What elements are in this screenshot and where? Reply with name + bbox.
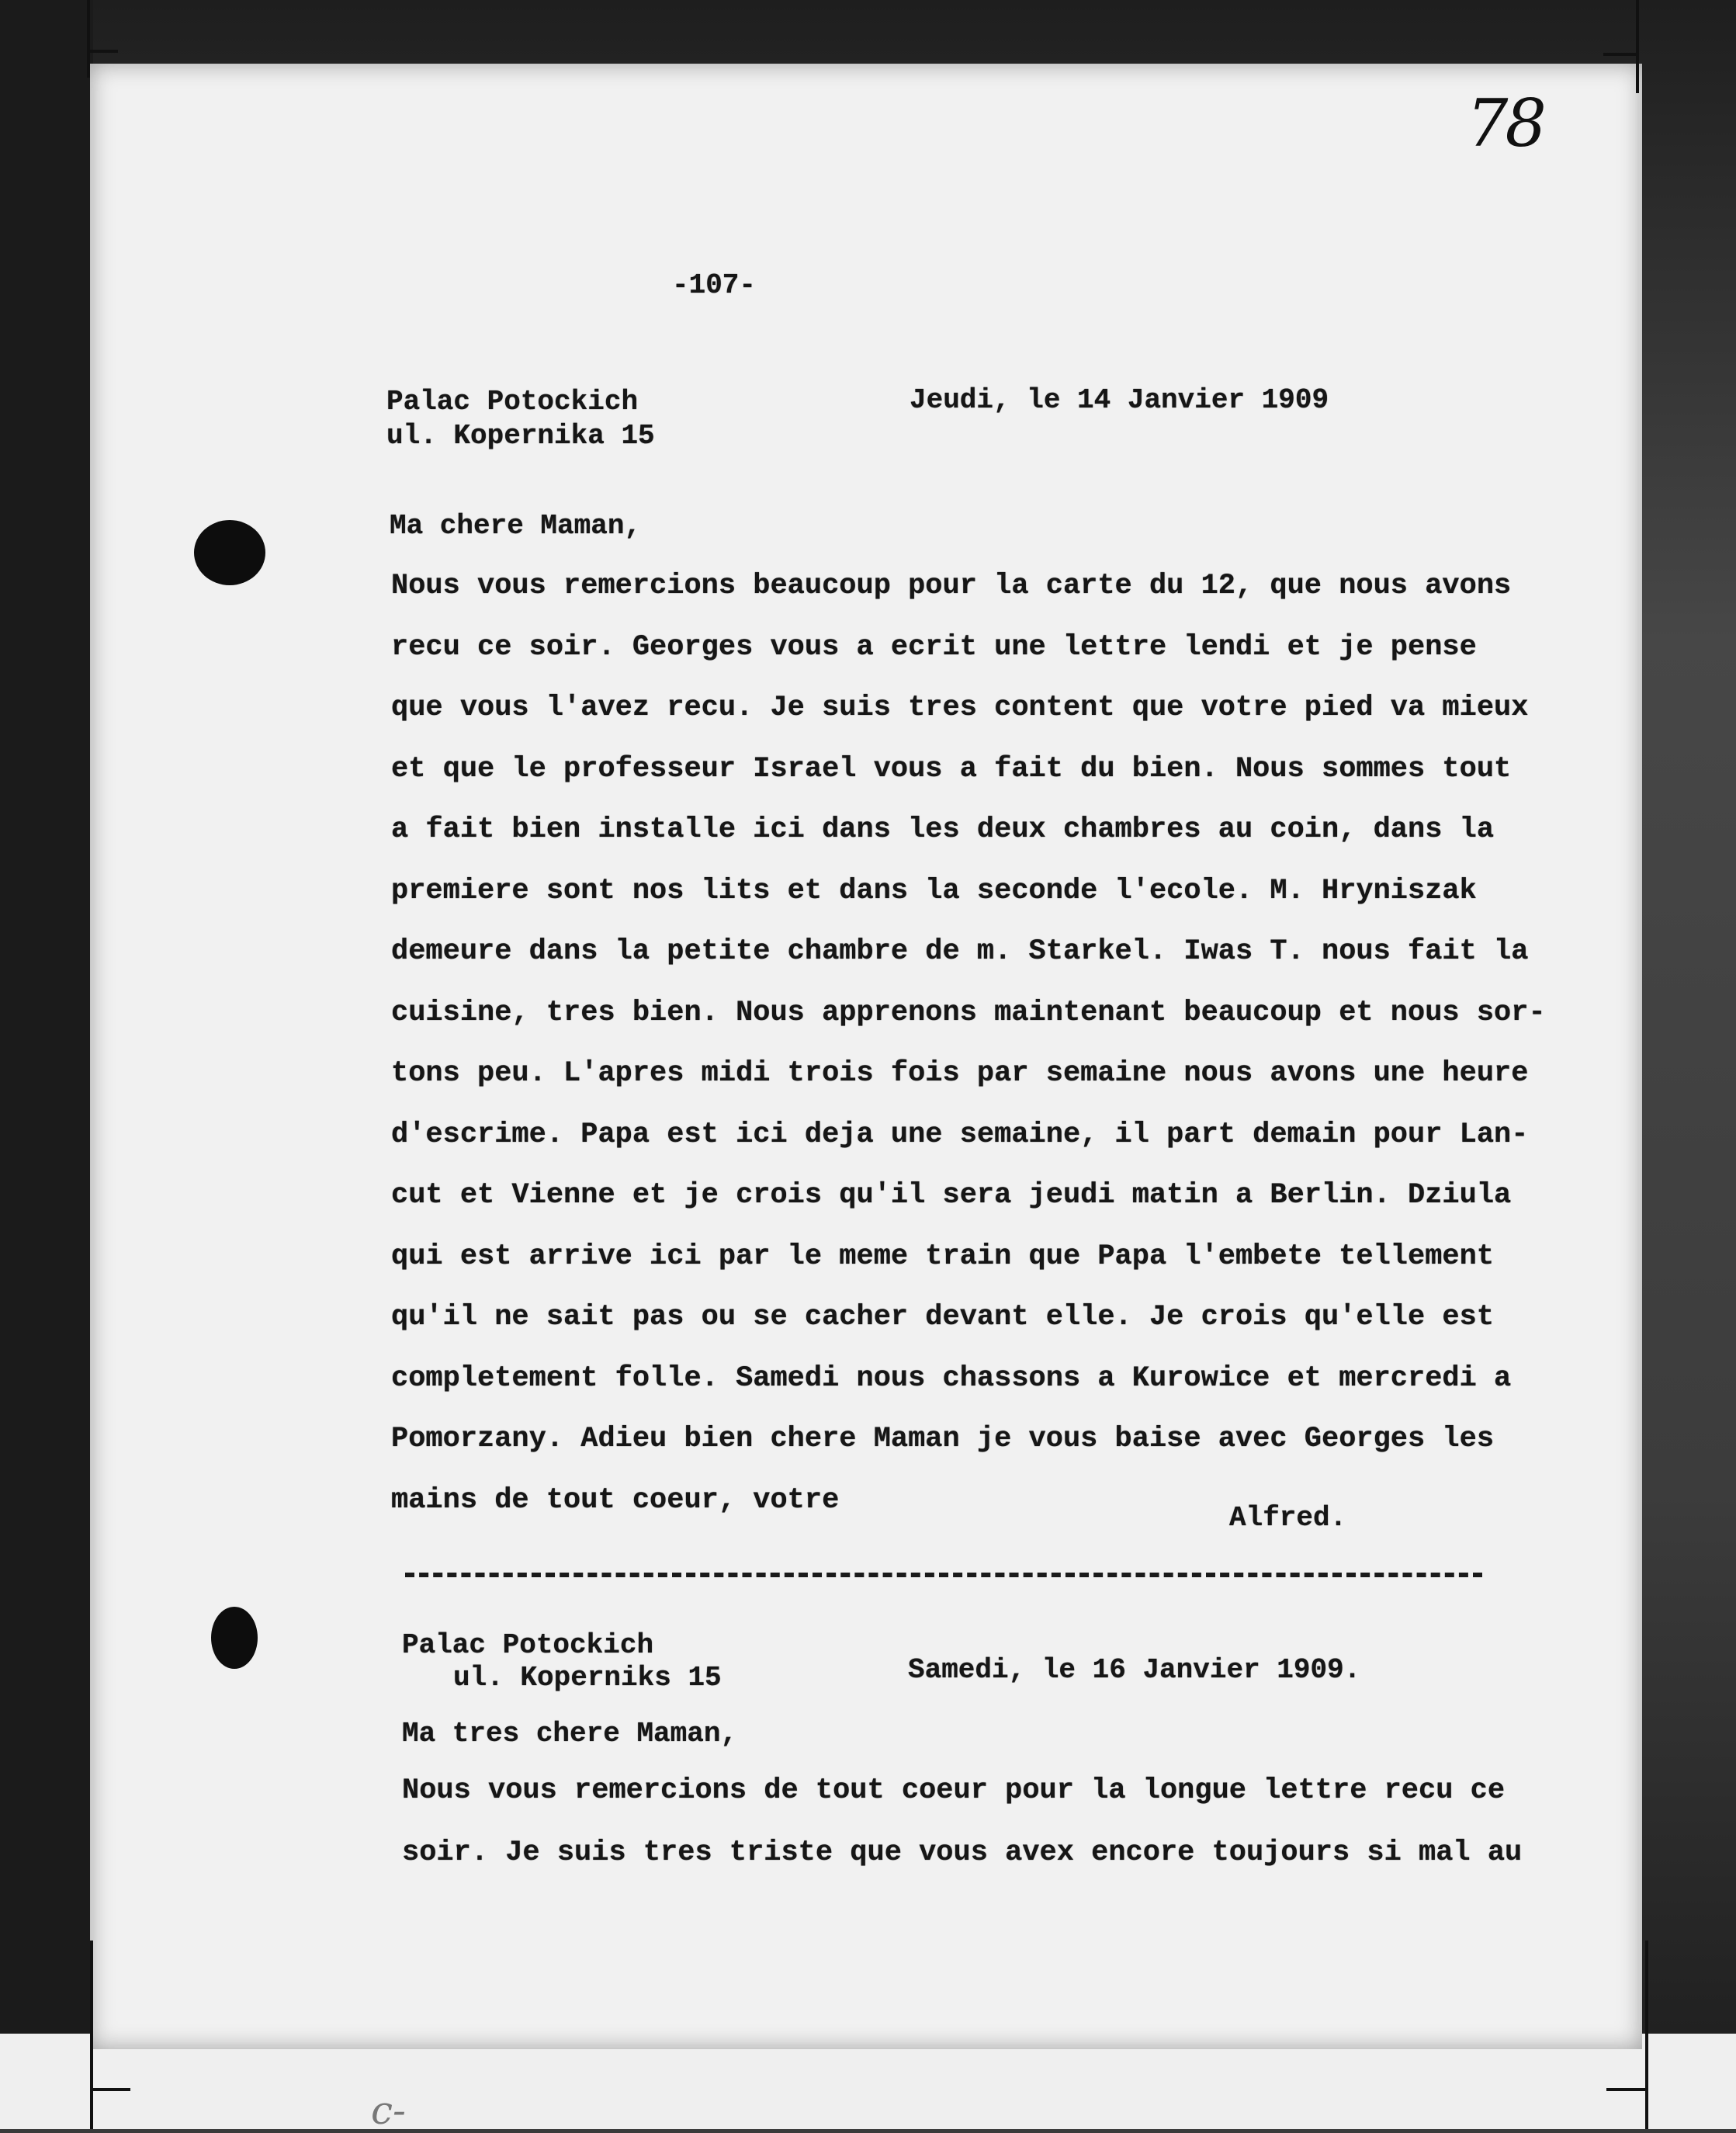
letter1-signature: Alfred. [1229, 1502, 1347, 1534]
letter2-address-line1: Palac Potockich [402, 1629, 654, 1661]
crop-mark-top-right-h [1603, 53, 1639, 59]
punch-hole-top [194, 520, 265, 585]
letter1-body-line: que vous l'avez recu. Je suis tres content que votre pied va mieux [391, 692, 1529, 724]
crop-mark-bottom-left [90, 1941, 96, 2129]
letter1-body-line: cut et Vienne et je crois qu'il sera jeudi matin a Berlin. Dziula [391, 1179, 1512, 1212]
crop-mark-top-left [87, 0, 107, 78]
letter1-body-line: tons peu. L'apres midi trois fois par semaine nous avons une heure [391, 1057, 1529, 1090]
handwritten-mark: c- [371, 2088, 406, 2133]
letter2-body-line: soir. Je suis tres triste que vous avex encore toujours si mal au [402, 1836, 1523, 1869]
letter1-body-line: a fait bien installe ici dans les deux chambres au coin, dans la [391, 813, 1495, 846]
letter1-body-line: et que le professeur Israel vous a fait du bien. Nous sommes tout [391, 752, 1512, 786]
letter1-body-line: d'escrime. Papa est ici deja une semaine, il part demain pour Lan- [391, 1118, 1529, 1151]
letter1-body-line: completement folle. Samedi nous chassons a Kurowice et mercredi a [391, 1361, 1512, 1395]
crop-mark-bottom-right-h [1606, 2088, 1648, 2094]
letter1-address-line1: Palac Potockich [386, 386, 639, 418]
letter1-body-line: premiere sont nos lits et dans la seconde l'ecole. M. Hryniszak [391, 874, 1477, 907]
letter1-body-line: qu'il ne sait pas ou se cacher devant elle. Je crois qu'elle est [391, 1301, 1495, 1334]
punch-hole-bottom [211, 1607, 258, 1669]
letter1-body-line: Pomorzany. Adieu bien chere Maman je vous baise avec Georges les [391, 1423, 1495, 1455]
letter1-address-line2: ul. Kopernika 15 [386, 420, 655, 452]
letter-divider [405, 1573, 1482, 1577]
crop-mark-top-left-h [87, 50, 118, 56]
letter1-body-line: qui est arrive ici par le meme train que Papa l'embete tellement [391, 1240, 1495, 1273]
letter2-body-line: Nous vous remercions de tout coeur pour la longue lettre recu ce [402, 1774, 1506, 1807]
letter1-body-line: mains de tout coeur, votre [391, 1483, 840, 1517]
document-page [90, 64, 1642, 2049]
letter1-body-line: recu ce soir. Georges vous a ecrit une lettre lendi et je pense [391, 630, 1477, 664]
letter1-salutation: Ma chere Maman, [390, 510, 642, 542]
letter1-body-line: Nous vous remercions beaucoup pour la carte du 12, que nous avons [391, 570, 1512, 602]
scan-left-edge [0, 0, 93, 2129]
letter2-address-line2: ul. Koperniks 15 [453, 1662, 722, 1694]
crop-mark-bottom-right [1645, 1941, 1651, 2129]
crop-mark-top-right [1636, 0, 1642, 93]
folio-number: 78 [1467, 85, 1544, 161]
letter2-date: Samedi, le 16 Janvier 1909. [908, 1654, 1361, 1686]
letter1-body-line: demeure dans la petite chambre de m. Starkel. Iwas T. nous fait la [391, 935, 1529, 968]
letter1-body-line: cuisine, tres bien. Nous apprenons maintenant beaucoup et nous sor- [391, 996, 1546, 1029]
letter1-date: Jeudi, le 14 Janvier 1909 [910, 384, 1329, 416]
letter2-salutation: Ma tres chere Maman, [402, 1718, 738, 1750]
crop-mark-bottom-left-h [90, 2088, 130, 2094]
page-number: -107- [672, 269, 757, 301]
